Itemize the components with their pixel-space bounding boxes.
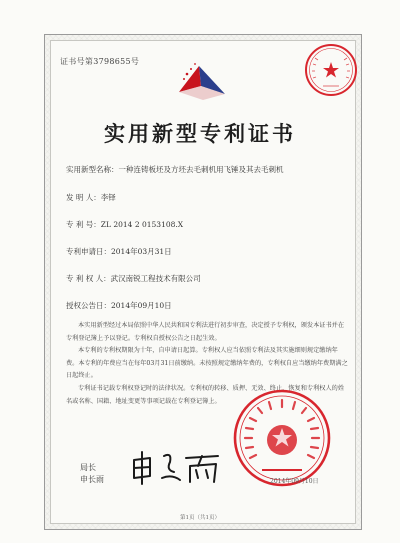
field-label: 专 利 号： <box>66 220 101 229</box>
field-grant-date <box>66 300 172 311</box>
body-paragraph: 本实用新型经过本局依照中华人民共和国专利法进行初步审查，决定授予专利权，颁发本证书并在专利登记簿上予以登记。专利权自授权公告之日起生效。 <box>66 322 345 342</box>
field-value: ZL 2014 2 0153108.X <box>100 220 184 229</box>
certificate-number: 证书号第3798655号 <box>60 57 140 66</box>
field-value: 一种连铸板坯及方坯去毛刺机用飞锤及其去毛刺机 <box>118 165 284 174</box>
signature-icon <box>128 448 228 488</box>
field-label: 授权公告日： <box>66 301 111 310</box>
director-block <box>80 462 104 486</box>
director-title: 局长 <box>80 463 96 472</box>
field-label: 专 利 权 人： <box>66 274 111 283</box>
field-value: 李铎 <box>100 193 116 202</box>
director-name: 申长雨 <box>80 475 104 484</box>
office-seal-icon <box>303 42 359 98</box>
field-value: 武汉南锐工程技术有限公司 <box>110 274 201 283</box>
body-paragraph: 本专利的专利权期限为十年，自申请日起算。专利权人应当依照专利法及其实施细则规定缴纳年费。本专利的年费应当在每年03月31日前缴纳。未按照规定缴纳年费的，专利权自应当缴纳年费期满之日起终止。 <box>66 347 348 380</box>
national-emblem-seal-icon <box>232 388 332 488</box>
field-value: 2014年03月31日 <box>111 247 172 256</box>
field-label: 实用新型名称： <box>66 165 119 174</box>
field-label: 发 明 人： <box>66 193 101 202</box>
field-inventor <box>66 192 116 203</box>
field-name <box>66 164 284 175</box>
field-filing-date <box>66 246 172 257</box>
stamp-date: 2014年09月10日 <box>270 478 319 485</box>
field-value: 2014年09月10日 <box>111 301 172 310</box>
field-patentee <box>66 273 201 284</box>
sipo-logo-icon <box>175 58 229 104</box>
certificate-title: 实用新型专利证书 <box>104 121 296 146</box>
page-footer: 第1页（共1页） <box>180 515 220 521</box>
field-label: 专利申请日： <box>66 247 111 256</box>
body-paragraph: 专利证书记载专利权登记时的法律状况。专利权的转移、质押、无效、终止、恢复和专利权人的姓名或名称、国籍、地址变更等事项记载在专利登记簿上。 <box>66 384 345 405</box>
field-patent-number <box>66 219 183 230</box>
